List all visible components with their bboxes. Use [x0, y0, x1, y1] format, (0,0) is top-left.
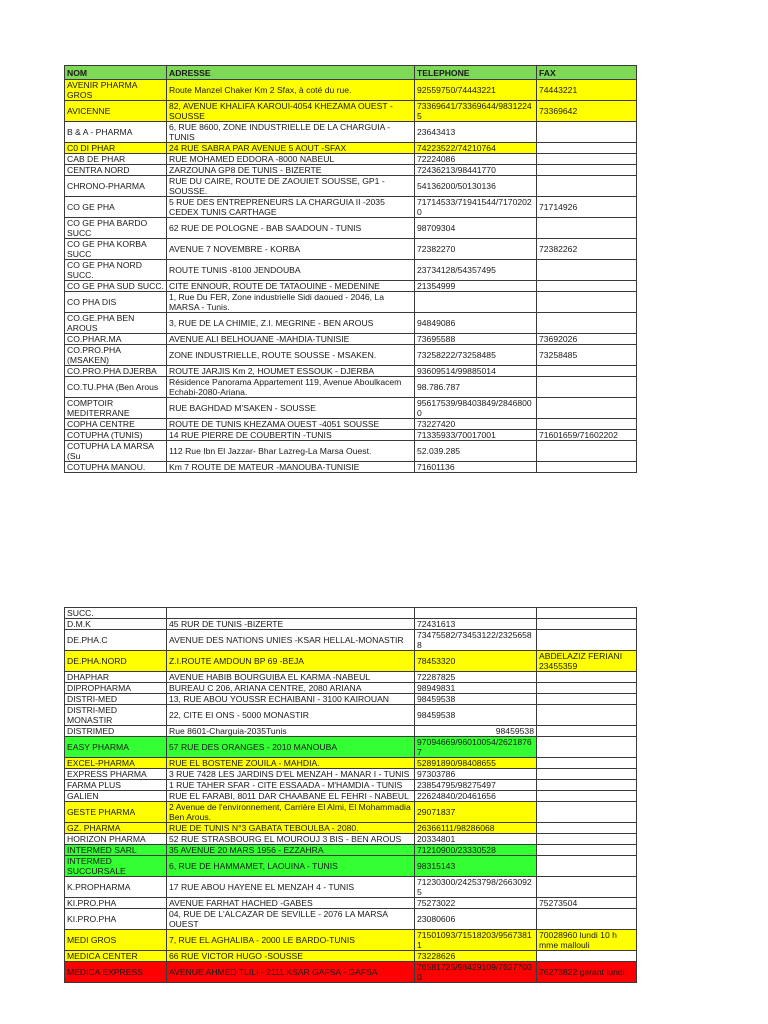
cell-fax [537, 608, 637, 619]
table-row [65, 176, 637, 197]
cell-adresse: Z.I.ROUTE AMDOUN BP 69 -BEJA [167, 651, 415, 672]
cell-fax [537, 419, 637, 430]
cell-adresse: 112 Rue Ibn El Jazzar- Bhar Lazreg-La Marsa Ouest. [167, 441, 415, 462]
cell-nom: DIPROPHARMA [65, 683, 167, 694]
cell-telephone: 98949831 [415, 683, 537, 694]
cell-fax: 72382262 [537, 239, 637, 260]
cell-nom: MEDICA EXPRESS [65, 962, 167, 983]
table-row [65, 651, 637, 672]
cell-nom: MEDICA CENTER [65, 951, 167, 962]
cell-nom: CO GE PHA NORD SUCC. [65, 260, 167, 281]
table-row [65, 834, 637, 845]
table-row [65, 313, 637, 334]
cell-telephone: 71501093/71518203/95673811 [415, 930, 537, 951]
table-row [65, 877, 637, 898]
cell-telephone: 97094669/96010054/26218767 [415, 737, 537, 758]
table-row [65, 334, 637, 345]
cell-fax [537, 441, 637, 462]
cell-fax [537, 737, 637, 758]
cell-telephone: 72431613 [415, 619, 537, 630]
cell-nom: DHAPHAR [65, 672, 167, 683]
cell-adresse: 1, Rue Du FER, Zone industrielle Sidi daoued - 2046, La MARSA - Tunis. [167, 292, 415, 313]
cell-telephone: 71335933/70017001 [415, 430, 537, 441]
cell-adresse: ROUTE DE TUNIS KHEZAMA OUEST -4051 SOUSSE [167, 419, 415, 430]
cell-nom: GALIEN [65, 791, 167, 802]
cell-adresse: RUE MOHAMED EDDORA -8000 NABEUL [167, 154, 415, 165]
cell-telephone [415, 292, 537, 313]
cell-fax [537, 845, 637, 856]
cell-adresse: 24 RUE SABRA PAR AVENUE 5 AOUT -SFAX [167, 143, 415, 154]
cell-nom: SUCC. [65, 608, 167, 619]
cell-adresse: 6, RUE DE HAMMAMET, LAOUINA - TUNIS [167, 856, 415, 877]
cell-fax [537, 122, 637, 143]
cell-adresse: 22, CITE EI ONS - 5000 MONASTIR [167, 705, 415, 726]
table-row [65, 281, 637, 292]
cell-telephone: 22624840/20461656 [415, 791, 537, 802]
table-row [65, 930, 637, 951]
cell-adresse: 66 RUE VICTOR HUGO -SOUSSE [167, 951, 415, 962]
cell-telephone: 23643413 [415, 122, 537, 143]
table-row [65, 683, 637, 694]
cell-nom: DISTRI-MED MONASTIR [65, 705, 167, 726]
table-row [65, 430, 637, 441]
cell-adresse: 2 Avenue de l'environnement, Carrière El Almi, El Mohammadia Ben Arous. [167, 802, 415, 823]
cell-fax [537, 462, 637, 473]
table-row [65, 80, 637, 101]
cell-fax: 73258485 [537, 345, 637, 366]
cell-adresse: AVENUE DES NATIONS UNIES -KSAR HELLAL-MONASTIR [167, 630, 415, 651]
cell-telephone: 76581725/98429109/76277000 [415, 962, 537, 983]
cell-telephone: 21354999 [415, 281, 537, 292]
cell-adresse: 35 AVENUE 20 MARS 1956 - EZZAHRA [167, 845, 415, 856]
cell-telephone: 72224086 [415, 154, 537, 165]
cell-nom: C0 DI PHAR [65, 143, 167, 154]
cell-nom: COTUPHA LA MARSA (Su [65, 441, 167, 462]
cell-fax [537, 683, 637, 694]
cell-nom: COTUPHA (TUNIS) [65, 430, 167, 441]
cell-fax [537, 154, 637, 165]
cell-adresse: ZONE INDUSTRIELLE, ROUTE SOUSSE - MSAKEN. [167, 345, 415, 366]
cell-telephone: 23080606 [415, 909, 537, 930]
cell-fax: 73369642 [537, 101, 637, 122]
cell-nom: B & A - PHARMA [65, 122, 167, 143]
cell-telephone: 94849086 [415, 313, 537, 334]
cell-nom: DE.PHA.C [65, 630, 167, 651]
cell-adresse: AVENUE AHMED TLILI - 2111 KSAR GAFSA - GAFSA [167, 962, 415, 983]
cell-fax [537, 176, 637, 197]
cell-nom: CO PHA DIS [65, 292, 167, 313]
cell-adresse: 6, RUE 8600, ZONE INDUSTRIELLE DE LA CHARGUIA - TUNIS [167, 122, 415, 143]
cell-fax [537, 951, 637, 962]
cell-adresse: RUE EL FARABI, 8011 DAR CHAABANE EL FEHRI - NABEUL [167, 791, 415, 802]
cell-nom: EASY PHARMA [65, 737, 167, 758]
cell-fax [537, 366, 637, 377]
table-header-row [65, 66, 637, 80]
cell-telephone: 95617539/98403849/28468000 [415, 398, 537, 419]
table-row [65, 398, 637, 419]
cell-nom: DISTRI-MED [65, 694, 167, 705]
cell-telephone: 78453320 [415, 651, 537, 672]
cell-adresse: Route Manzel Chaker Km 2 Sfax, à coté du rue. [167, 80, 415, 101]
cell-nom: K.PROPHARMA [65, 877, 167, 898]
cell-nom: GZ. PHARMA [65, 823, 167, 834]
cell-fax [537, 292, 637, 313]
cell-nom: CO GE PHA KORBA SUCC [65, 239, 167, 260]
table-row [65, 962, 637, 983]
cell-fax [537, 834, 637, 845]
cell-adresse: Km 7 ROUTE DE MATEUR -MANOUBA-TUNISIE [167, 462, 415, 473]
cell-nom: CO.TU.PHA (Ben Arous [65, 377, 167, 398]
cell-adresse: 52 RUE STRASBOURG EL MOUROUJ 3 BIS - BEN AROUS [167, 834, 415, 845]
cell-nom: INTERMED SUCCURSALE [65, 856, 167, 877]
cell-fax [537, 758, 637, 769]
cell-telephone: 92559750/74443221 [415, 80, 537, 101]
header-telephone: TELEPHONE [415, 66, 537, 80]
cell-adresse: AVENUE FARHAT HACHED -GABES [167, 898, 415, 909]
cell-fax: 73692026 [537, 334, 637, 345]
cell-nom: DISTRIMED [65, 726, 167, 737]
cell-nom: GESTE PHARMA [65, 802, 167, 823]
cell-telephone: 23854795/98275497 [415, 780, 537, 791]
cell-fax: ABDELAZIZ FERIANI 23455359 [537, 651, 637, 672]
cell-telephone: 73369641/73369644/98312245 [415, 101, 537, 122]
cell-nom: CAB DE PHAR [65, 154, 167, 165]
table-row [65, 292, 637, 313]
cell-telephone: 98.786.787 [415, 377, 537, 398]
cell-fax [537, 165, 637, 176]
cell-nom: COTUPHA MANOU. [65, 462, 167, 473]
table-row [65, 909, 637, 930]
cell-fax [537, 630, 637, 651]
cell-nom: CO.PHAR.MA [65, 334, 167, 345]
cell-adresse: 45 RUR DE TUNIS -BIZERTE [167, 619, 415, 630]
cell-adresse: RUE EL BOSTENE ZOUILA - MAHDIA. [167, 758, 415, 769]
table-row [65, 630, 637, 651]
cell-telephone: 52.039.285 [415, 441, 537, 462]
cell-adresse: ZARZOUNA GP8 DE TUNIS - BIZERTE [167, 165, 415, 176]
cell-fax [537, 726, 637, 737]
cell-fax: 70028960 lundi 10 h mme mallouli [537, 930, 637, 951]
table-row [65, 366, 637, 377]
cell-fax [537, 377, 637, 398]
table-row [65, 441, 637, 462]
cell-telephone: 72287825 [415, 672, 537, 683]
table-row [65, 672, 637, 683]
cell-adresse: 82, AVENUE KHALIFA KAROUI-4054 KHEZAMA OUEST - SOUSSE [167, 101, 415, 122]
table-row [65, 154, 637, 165]
cell-adresse: 3 RUE 7428 LES JARDINS D'EL MENZAH - MANAR I - TUNIS [167, 769, 415, 780]
cell-fax [537, 791, 637, 802]
cell-fax: 74443221 [537, 80, 637, 101]
cell-telephone: 75273022 [415, 898, 537, 909]
cell-telephone: 98459538 [415, 705, 537, 726]
table-row [65, 823, 637, 834]
table-row [65, 419, 637, 430]
cell-adresse: 17 RUE ABOU HAYENE EL MENZAH 4 - TUNIS [167, 877, 415, 898]
table-row [65, 165, 637, 176]
distributor-table-page-1 [64, 65, 637, 473]
cell-telephone: 73227420 [415, 419, 537, 430]
cell-fax [537, 694, 637, 705]
cell-fax [537, 218, 637, 239]
cell-telephone: 98709304 [415, 218, 537, 239]
cell-nom: KI.PRO.PHA [65, 898, 167, 909]
cell-adresse: CITE ENNOUR, ROUTE DE TATAOUINE - MEDENINE [167, 281, 415, 292]
cell-fax: 76273822 gerant lundi [537, 962, 637, 983]
cell-telephone: 26366111/98286068 [415, 823, 537, 834]
cell-fax [537, 856, 637, 877]
cell-adresse: 5 RUE DES ENTREPRENEURS LA CHARGUIA II -2035 CEDEX TUNIS CARTHAGE [167, 197, 415, 218]
cell-telephone: 98459538 [415, 694, 537, 705]
cell-fax [537, 313, 637, 334]
cell-telephone: 71714533/71941544/71702020 [415, 197, 537, 218]
table-row [65, 101, 637, 122]
cell-adresse: 57 RUE DES ORANGES - 2010 MANOUBA [167, 737, 415, 758]
cell-adresse: 62 RUE DE POLOGNE - BAB SAADOUN - TUNIS [167, 218, 415, 239]
cell-telephone: 71601136 [415, 462, 537, 473]
header-adresse: ADRESSE [167, 66, 415, 80]
cell-nom: CO.PRO.PHA (MSAKEN) [65, 345, 167, 366]
cell-adresse: 13, RUE ABOU YOUSSR ECHAIBANI - 3100 KAIROUAN [167, 694, 415, 705]
table-row [65, 619, 637, 630]
table-body [65, 80, 637, 473]
cell-telephone: 97303786 [415, 769, 537, 780]
cell-nom: HORIZON PHARMA [65, 834, 167, 845]
cell-fax [537, 619, 637, 630]
table-row [65, 951, 637, 962]
table-row [65, 758, 637, 769]
cell-fax: 71714926 [537, 197, 637, 218]
table-body [65, 608, 637, 983]
cell-telephone: 72382270 [415, 239, 537, 260]
cell-telephone: 73258222/73258485 [415, 345, 537, 366]
cell-fax: 71601659/71602202 [537, 430, 637, 441]
cell-fax [537, 909, 637, 930]
cell-nom: D.M.K [65, 619, 167, 630]
cell-telephone: 93609514/99885014 [415, 366, 537, 377]
table-row [65, 856, 637, 877]
cell-telephone: 52891890/98408655 [415, 758, 537, 769]
cell-telephone: 72436213/98441770 [415, 165, 537, 176]
cell-nom: EXPRESS PHARMA [65, 769, 167, 780]
cell-nom: DE.PHA.NORD [65, 651, 167, 672]
cell-adresse: 04, RUE DE L'ALCAZAR DE SEVILLE - 2076 LA MARSA OUEST [167, 909, 415, 930]
table-row [65, 218, 637, 239]
table-row [65, 462, 637, 473]
cell-adresse: Résidence Panorama Appartement 119, Avenue Aboulkacem Echabi-2080-Ariana. [167, 377, 415, 398]
cell-fax [537, 672, 637, 683]
distributor-table-page-2 [64, 607, 637, 983]
cell-nom: MEDI GROS [65, 930, 167, 951]
cell-telephone: 73228626 [415, 951, 537, 962]
cell-fax [537, 260, 637, 281]
cell-nom: AVENIR PHARMA GROS [65, 80, 167, 101]
cell-nom: AVICENNE [65, 101, 167, 122]
cell-adresse [167, 608, 415, 619]
header-fax: FAX [537, 66, 637, 80]
cell-nom: CO GE PHA BARDO SUCC [65, 218, 167, 239]
table-row [65, 802, 637, 823]
cell-fax [537, 802, 637, 823]
cell-adresse: BUREAU C 206, ARIANA CENTRE, 2080 ARIANA [167, 683, 415, 694]
cell-telephone: 29071837 [415, 802, 537, 823]
cell-adresse: AVENUE HABIB BOURGUIBA EL KARMA -NABEUL [167, 672, 415, 683]
cell-fax [537, 877, 637, 898]
cell-nom: KI.PRO.PHA [65, 909, 167, 930]
cell-adresse: RUE DU CAIRE, ROUTE DE ZAOUIET SOUSSE, GP1 - SOUSSE. [167, 176, 415, 197]
table-row [65, 377, 637, 398]
cell-adresse: 14 RUE PIERRE DE COUBERTIN -TUNIS [167, 430, 415, 441]
cell-fax [537, 143, 637, 154]
cell-telephone: 23734128/54357495 [415, 260, 537, 281]
cell-telephone: 54136200/50130136 [415, 176, 537, 197]
table-row [65, 239, 637, 260]
cell-nom: CENTRA NORD [65, 165, 167, 176]
cell-adresse: AVENUE ALI BELHOUANE -MAHDIA-TUNISIE [167, 334, 415, 345]
table-row [65, 780, 637, 791]
cell-nom: INTERMED SARL [65, 845, 167, 856]
cell-telephone: 98459538 [415, 726, 537, 737]
table-row [65, 260, 637, 281]
table-row [65, 608, 637, 619]
table-row [65, 737, 637, 758]
cell-nom: COMPTOIR MEDITERRANE [65, 398, 167, 419]
cell-telephone: 73475582/73453122/23256588 [415, 630, 537, 651]
cell-telephone [415, 608, 537, 619]
cell-adresse: 7, RUE EL AGHALIBA - 2000 LE BARDO-TUNIS [167, 930, 415, 951]
cell-adresse: RUE BAGHDAD M'SAKEN - SOUSSE [167, 398, 415, 419]
cell-telephone: 98315143 [415, 856, 537, 877]
table-row [65, 345, 637, 366]
cell-nom: CO GE PHA [65, 197, 167, 218]
table-row [65, 791, 637, 802]
cell-adresse: 3, RUE DE LA CHIMIE, Z.I. MEGRINE - BEN AROUS [167, 313, 415, 334]
cell-telephone: 20334801 [415, 834, 537, 845]
table-row [65, 705, 637, 726]
cell-adresse: ROUTE JARJIS Km 2, HOUMET ESSOUK - DJERBA [167, 366, 415, 377]
cell-telephone: 73695588 [415, 334, 537, 345]
cell-nom: CHRONO-PHARMA [65, 176, 167, 197]
cell-nom: COPHA CENTRE [65, 419, 167, 430]
table-row [65, 122, 637, 143]
cell-fax [537, 769, 637, 780]
table-row [65, 845, 637, 856]
cell-nom: CO.PRO.PHA DJERBA [65, 366, 167, 377]
cell-nom: CO GE PHA SUD SUCC. [65, 281, 167, 292]
cell-nom: EXCEL-PHARMA [65, 758, 167, 769]
cell-telephone: 71230300/24253798/26630925 [415, 877, 537, 898]
cell-adresse: RUE DE TUNIS N°3 GABATA TEBOULBA - 2080. [167, 823, 415, 834]
table-row [65, 694, 637, 705]
cell-nom: CO.GE.PHA BEN AROUS [65, 313, 167, 334]
cell-adresse: ROUTE TUNIS -8100 JENDOUBA [167, 260, 415, 281]
header-nom: NOM [65, 66, 167, 80]
cell-fax [537, 705, 637, 726]
cell-adresse: Rue 8601-Charguia-2035Tunis [167, 726, 415, 737]
cell-fax [537, 281, 637, 292]
cell-telephone: 74223522/74210764 [415, 143, 537, 154]
cell-fax [537, 823, 637, 834]
table-row [65, 726, 637, 737]
cell-adresse: 1 RUE TAHER SFAR - CITE ESSAADA - M'HAMDIA - TUNIS [167, 780, 415, 791]
cell-fax: 75273504 [537, 898, 637, 909]
cell-telephone: 71210900/23330528 [415, 845, 537, 856]
table-row [65, 898, 637, 909]
cell-fax [537, 780, 637, 791]
table-row [65, 143, 637, 154]
table-row [65, 769, 637, 780]
cell-nom: FARMA PLUS [65, 780, 167, 791]
cell-fax [537, 398, 637, 419]
table-row [65, 197, 637, 218]
cell-adresse: AVENUE 7 NOVEMBRE - KORBA [167, 239, 415, 260]
